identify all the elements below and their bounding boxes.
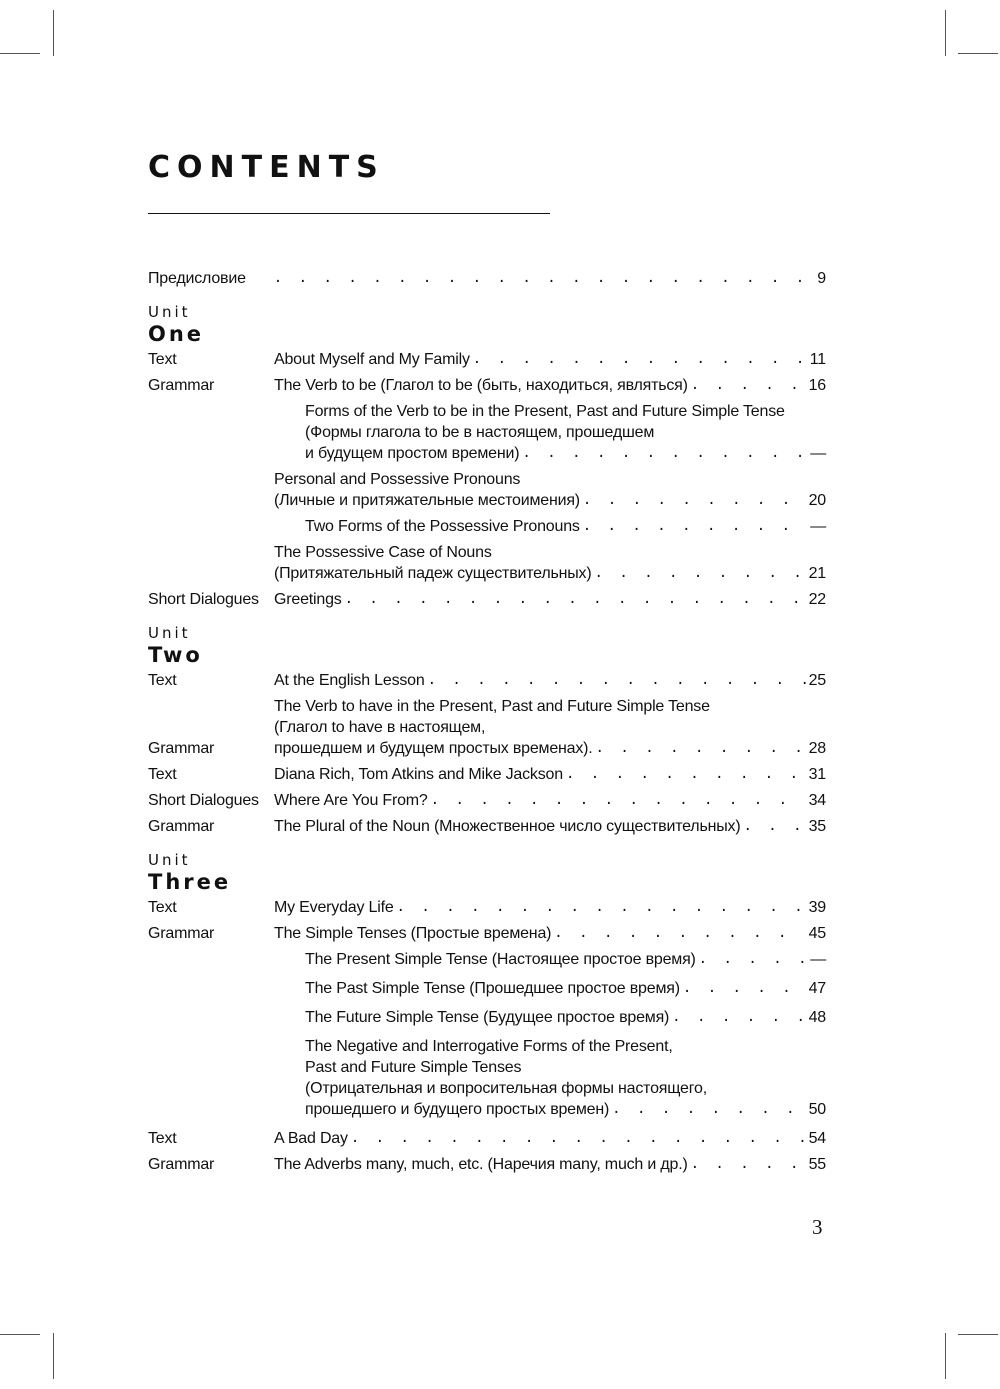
toc-entry[interactable] bbox=[148, 349, 826, 370]
toc-entry[interactable] bbox=[148, 516, 826, 537]
dot-leader bbox=[566, 764, 806, 785]
entry-title-line: (Отрицательная и вопросительная формы настоящего, bbox=[305, 1080, 707, 1097]
entry-title-line: Personal and Possessive Pronouns bbox=[274, 471, 521, 488]
dot-leader bbox=[397, 897, 806, 918]
dot-leader bbox=[691, 1154, 806, 1175]
page-ref: 22 bbox=[808, 591, 826, 608]
entry-title-line: The Plural of the Noun (Множественное число существительных) bbox=[274, 818, 741, 835]
toc-entry[interactable] bbox=[148, 897, 826, 918]
entry-title-line: At the English Lesson bbox=[274, 672, 425, 689]
unit-label: Unit bbox=[148, 303, 191, 321]
entry-title-line: прошедшего и будущего простых времен) bbox=[305, 1101, 610, 1118]
section-type-label: Short Dialogues bbox=[148, 792, 259, 809]
unit-label: Unit bbox=[148, 624, 191, 642]
toc-entry[interactable] bbox=[148, 1154, 826, 1175]
section-type-label: Short Dialogues bbox=[148, 591, 259, 608]
dot-leader bbox=[345, 589, 806, 610]
entry-title-line: The Verb to have in the Present, Past and Future Simple Tense bbox=[274, 698, 710, 715]
entry-title-line: A Bad Day bbox=[274, 1130, 348, 1147]
entry-title-line: Forms of the Verb to be in the Present, Past and Future Simple Tense bbox=[305, 403, 785, 420]
toc-entry[interactable] bbox=[148, 978, 826, 999]
entry-title-line: The Verb to be (Глагол to be (быть, находиться, являться) bbox=[274, 377, 688, 394]
dot-leader bbox=[596, 738, 806, 759]
entry-title-line: The Adverbs many, much, etc. (Наречия many, much и др.) bbox=[274, 1156, 688, 1173]
toc-entry[interactable] bbox=[148, 764, 826, 785]
dot-leader bbox=[672, 1007, 805, 1028]
section-type-label: Grammar bbox=[148, 740, 215, 757]
page-ref: 25 bbox=[808, 672, 826, 689]
page-ref: 20 bbox=[808, 492, 826, 509]
dot-leader bbox=[431, 790, 806, 811]
page-ref: 34 bbox=[808, 792, 826, 809]
unit-name: Three bbox=[148, 870, 232, 894]
crop-mark bbox=[53, 1333, 54, 1379]
entry-title-line: The Possessive Case of Nouns bbox=[274, 544, 492, 561]
toc-entry[interactable] bbox=[148, 1007, 826, 1028]
crop-mark bbox=[958, 53, 998, 54]
toc-entry[interactable] bbox=[148, 375, 826, 396]
page-number: 3 bbox=[812, 1215, 823, 1239]
entry-title-line: The Simple Tenses (Простые времена) bbox=[274, 925, 552, 942]
dot-leader bbox=[743, 816, 805, 837]
entry-title-line: Greetings bbox=[274, 591, 342, 608]
toc-entry[interactable] bbox=[148, 1128, 826, 1149]
entry-title-line: Two Forms of the Possessive Pronouns bbox=[305, 518, 580, 535]
entry-title-line: The Negative and Interrogative Forms of the Present, bbox=[305, 1038, 673, 1055]
entry-title-line: The Present Simple Tense (Настоящее простое время) bbox=[305, 951, 696, 968]
unit-name: Two bbox=[148, 643, 203, 667]
toc-entry[interactable] bbox=[148, 1036, 826, 1120]
toc-entry[interactable] bbox=[148, 542, 826, 584]
section-type-label: Text bbox=[148, 899, 177, 916]
section-type-label: Grammar bbox=[148, 1156, 215, 1173]
crop-mark bbox=[53, 10, 54, 56]
page-ref: 21 bbox=[808, 565, 826, 582]
crop-mark bbox=[0, 1334, 40, 1335]
toc-entry[interactable] bbox=[148, 816, 826, 837]
toc-entry[interactable] bbox=[148, 401, 826, 464]
unit-label: Unit bbox=[148, 851, 191, 869]
dot-leader bbox=[691, 375, 806, 396]
table-of-contents bbox=[148, 268, 826, 1180]
section-type-label: Grammar bbox=[148, 925, 215, 942]
section-type-label: Text bbox=[148, 1130, 177, 1147]
crop-mark bbox=[945, 10, 946, 56]
page-ref: 55 bbox=[808, 1156, 826, 1173]
toc-entry[interactable] bbox=[148, 923, 826, 944]
page-ref: 39 bbox=[808, 899, 826, 916]
toc-entry[interactable] bbox=[148, 949, 826, 970]
dot-leader bbox=[583, 516, 807, 537]
entry-title-line: Where Are You From? bbox=[274, 792, 428, 809]
toc-entry[interactable] bbox=[148, 469, 826, 511]
page-ref: 9 bbox=[817, 270, 826, 287]
entry-title-line: и будущем простом времени) bbox=[305, 445, 520, 462]
entry-title-line: прошедшем и будущем простых временах). bbox=[274, 740, 593, 757]
entry-title-line: (Притяжательный падеж существительных) bbox=[274, 565, 592, 582]
dot-leader bbox=[594, 563, 805, 584]
crop-mark bbox=[945, 1333, 946, 1379]
section-type-label: Text bbox=[148, 672, 177, 689]
dot-leader bbox=[522, 443, 807, 464]
section-type-label: Text bbox=[148, 351, 177, 368]
toc-entry-preface[interactable] bbox=[148, 268, 826, 289]
crop-mark bbox=[0, 53, 40, 54]
page-ref: 31 bbox=[808, 766, 826, 783]
page-ref: — bbox=[810, 445, 826, 462]
page-ref: 54 bbox=[808, 1130, 826, 1147]
page-ref: 47 bbox=[808, 980, 826, 997]
dot-leader bbox=[351, 1128, 806, 1149]
dot-leader bbox=[473, 349, 807, 370]
preface-label: Предисловие bbox=[148, 270, 246, 287]
dot-leader bbox=[699, 949, 807, 970]
title-rule bbox=[148, 213, 550, 214]
toc-entry[interactable] bbox=[148, 670, 826, 691]
entry-title-line: About Myself and My Family bbox=[274, 351, 470, 368]
dot-leader bbox=[683, 978, 806, 999]
page-title: CONTENTS bbox=[148, 150, 385, 185]
unit-name: One bbox=[148, 322, 205, 346]
page-ref: — bbox=[810, 951, 826, 968]
page-ref: 45 bbox=[808, 925, 826, 942]
entry-title-line: The Past Simple Tense (Прошедшее простое время) bbox=[305, 980, 680, 997]
dot-leader bbox=[612, 1099, 805, 1120]
page-ref: 28 bbox=[808, 740, 826, 757]
entry-title-line: (Личные и притяжательные местоимения) bbox=[274, 492, 580, 509]
entry-title-line: The Future Simple Tense (Будущее простое время) bbox=[305, 1009, 670, 1026]
entry-title-line: (Формы глагола to be в настоящем, прошедшем bbox=[305, 424, 655, 441]
toc-entry[interactable] bbox=[148, 589, 826, 610]
page-ref: 50 bbox=[808, 1101, 826, 1118]
crop-mark bbox=[958, 1334, 998, 1335]
section-type-label: Grammar bbox=[148, 377, 215, 394]
toc-entry[interactable] bbox=[148, 790, 826, 811]
entry-title-line: Diana Rich, Tom Atkins and Mike Jackson bbox=[274, 766, 563, 783]
page-ref: — bbox=[810, 518, 826, 535]
dot-leader bbox=[428, 670, 806, 691]
page-ref: 16 bbox=[808, 377, 826, 394]
entry-title-line: (Глагол to have в настоящем, bbox=[274, 719, 486, 736]
dot-leader bbox=[554, 923, 805, 944]
dot-leader bbox=[583, 490, 806, 511]
section-type-label: Grammar bbox=[148, 818, 215, 835]
entry-title-line: Past and Future Simple Tenses bbox=[305, 1059, 522, 1076]
toc-entry[interactable] bbox=[148, 696, 826, 759]
page-ref: 48 bbox=[808, 1009, 826, 1026]
page-ref: 11 bbox=[809, 351, 826, 368]
dot-leader bbox=[274, 268, 807, 289]
section-type-label: Text bbox=[148, 766, 177, 783]
page-ref: 35 bbox=[808, 818, 826, 835]
entry-title-line: My Everyday Life bbox=[274, 899, 394, 916]
